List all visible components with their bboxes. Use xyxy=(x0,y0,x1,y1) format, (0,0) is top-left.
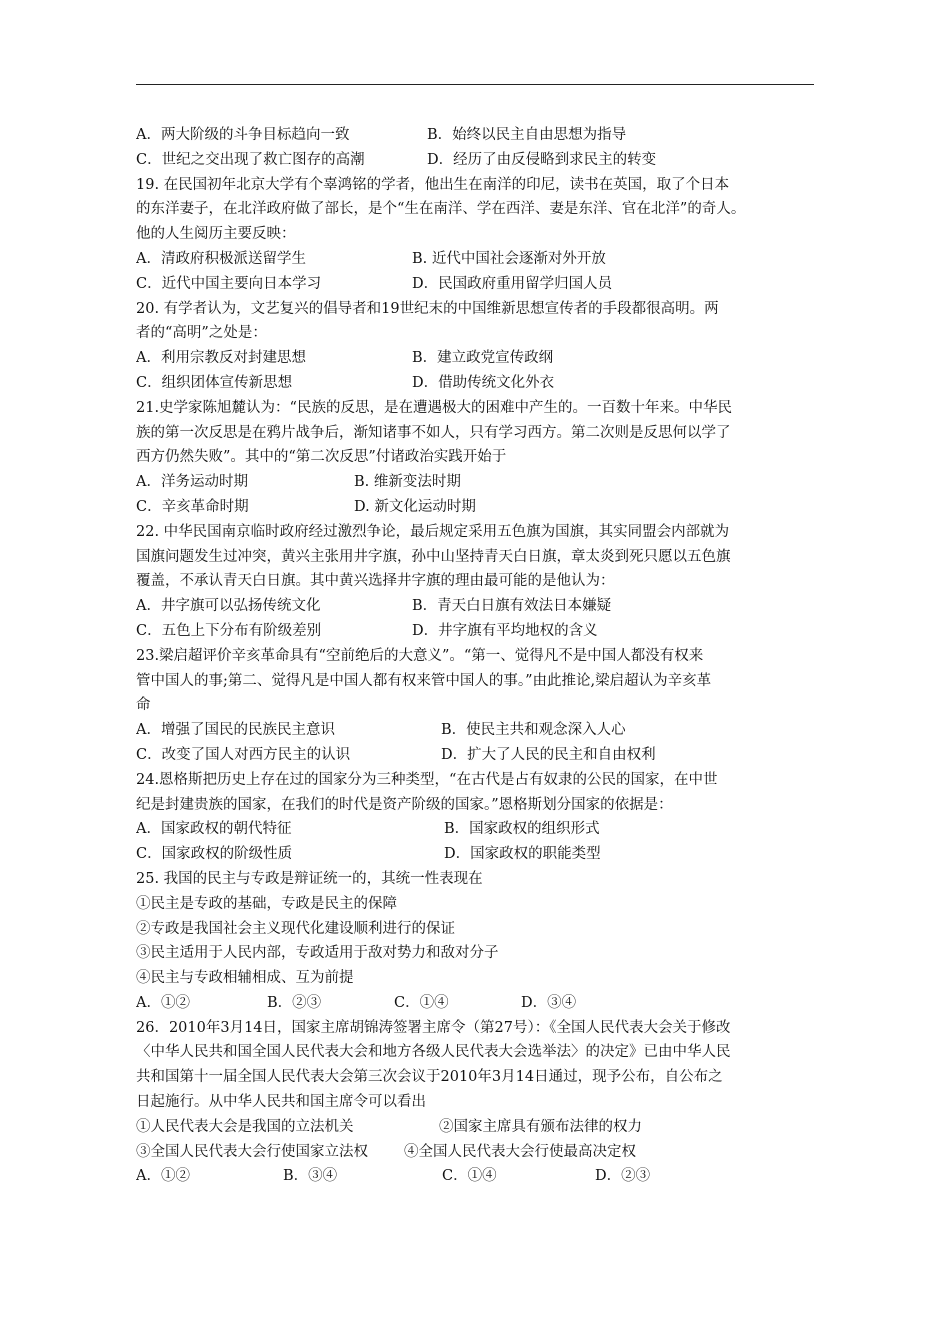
option-row xyxy=(136,1164,816,1189)
text-line: 23.梁启超评价辛亥革命具有“空前绝后的大意义”。“第一、觉得凡不是中国人都没有权来 xyxy=(136,647,704,664)
option-row xyxy=(136,1115,816,1140)
option-item: A．增强了国民的民族民主意识 xyxy=(136,722,335,739)
option-item: D．借助传统文化外衣 xyxy=(412,374,555,391)
option-item: D．③④ xyxy=(521,994,577,1011)
option-item: B. 维新变法时期 xyxy=(354,474,461,491)
option-item: A．利用宗教反对封建思想 xyxy=(136,350,306,367)
option-item: B. 近代中国社会逐渐对外开放 xyxy=(412,250,606,267)
exam-content xyxy=(136,123,816,1189)
option-item: ②国家主席具有颁布法律的权力 xyxy=(439,1118,642,1135)
option-row xyxy=(136,619,816,644)
text-line: 命 xyxy=(136,697,151,714)
option-item: A．清政府积极派送留学生 xyxy=(136,250,306,267)
option-row xyxy=(136,842,816,867)
text-line: 24.恩格斯把历史上存在过的国家分为三种类型，“在古代是占有奴隶的公民的国家，在中世 xyxy=(136,771,718,788)
option-row xyxy=(136,743,816,768)
option-item: D．国家政权的职能类型 xyxy=(444,846,601,863)
option-item: A．洋务运动时期 xyxy=(136,474,248,491)
option-item: A．两大阶级的斗争目标趋向一致 xyxy=(136,127,350,143)
option-item: D．井字旗有平均地权的含义 xyxy=(412,622,598,639)
option-item: B．②③ xyxy=(267,994,322,1011)
option-row xyxy=(136,247,816,272)
option-item: A．国家政权的朝代特征 xyxy=(136,821,292,838)
option-item: A．①② xyxy=(136,1168,190,1185)
option-row xyxy=(136,346,816,371)
option-item: D. 新文化运动时期 xyxy=(354,498,476,515)
text-line: 日起施行。从中华人民共和国主席令可以看出 xyxy=(136,1094,426,1111)
option-item: D．经历了由反侵略到求民主的转变 xyxy=(427,151,657,168)
option-row xyxy=(136,148,816,173)
option-row xyxy=(136,817,816,842)
option-item: ④全国人民代表大会行使最高决定权 xyxy=(404,1143,636,1160)
option-item: C．近代中国主要向日本学习 xyxy=(136,275,322,292)
option-item: C．改变了国人对西方民主的认识 xyxy=(136,746,351,763)
option-row xyxy=(136,272,816,297)
option-item: ③全国人民代表大会行使国家立法权 xyxy=(136,1143,368,1160)
option-item: B．国家政权的组织形式 xyxy=(444,821,600,838)
text-line: 22. 中华民国南京临时政府经过激烈争论，最后规定采用五色旗为国旗，其实同盟会内部就为 xyxy=(136,523,730,540)
text-line: 的东洋妻子，在北洋政府做了部长，是个“生在南洋、学在西洋、妻是东洋、官在北洋”的奇人。 xyxy=(136,201,746,218)
text-line: 〈中华人民共和国全国人民代表大会和地方各级人民代表大会选举法〉的决定》已由中华人民 xyxy=(136,1044,731,1061)
header-rule xyxy=(136,84,814,85)
option-row xyxy=(136,991,816,1016)
text-line: 19. 在民国初年北京大学有个辜鸿铭的学者，他出生在南洋的印尼，读书在英国，取了个日本 xyxy=(136,176,730,193)
option-item: C．国家政权的阶级性质 xyxy=(136,846,293,863)
text-line: 共和国第十一届全国人民代表大会第三次会议于2010年3月14日通过，现予公布，自公布之 xyxy=(136,1069,723,1086)
option-item: D．扩大了人民的民主和自由权利 xyxy=(441,746,656,763)
text-line: 25. 我国的民主与专政是辩证统一的，其统一性表现在 xyxy=(136,870,483,887)
option-item: D．②③ xyxy=(595,1168,651,1185)
text-line: 者的“高明”之处是： xyxy=(136,325,267,342)
option-row xyxy=(136,718,816,743)
option-row xyxy=(136,371,816,396)
option-row xyxy=(136,495,816,520)
text-line: 纪是封建贵族的国家，在我们的时代是资产阶级的国家。”恩格斯划分国家的依据是： xyxy=(136,796,673,813)
option-item: D．民国政府重用留学归国人员 xyxy=(412,275,613,292)
option-item: C．辛亥革命时期 xyxy=(136,498,249,515)
text-line: ②专政是我国社会主义现代化建设顺利进行的保证 xyxy=(136,920,455,937)
text-line: ③民主适用于人民内部，专政适用于敌对势力和敌对分子 xyxy=(136,945,499,962)
text-line: 他的人生阅历主要反映： xyxy=(136,226,296,243)
text-line: 国旗问题发生过冲突，黄兴主张用井字旗，孙中山坚持青天白日旗，章太炎到死只愿以五色旗 xyxy=(136,548,731,565)
option-item: C．①④ xyxy=(442,1168,497,1185)
option-item: ①人民代表大会是我国的立法机关 xyxy=(136,1118,354,1135)
text-line: 族的第一次反思是在鸦片战争后，渐知诸事不如人，只有学习西方。第二次则是反思何以学了 xyxy=(136,424,731,441)
option-item: B．使民主共和观念深入人心 xyxy=(441,722,626,739)
option-item: B．青天白日旗有效法日本嫌疑 xyxy=(412,598,612,615)
text-line: 西方仍然失败”。其中的“第二次反思”付诸政治实践开始于 xyxy=(136,449,507,466)
option-item: C．五色上下分布有阶级差别 xyxy=(136,622,322,639)
option-item: C．世纪之交出现了救亡图存的高潮 xyxy=(136,151,365,168)
text-line: 21.史学家陈旭麓认为：“民族的反思，是在遭遇极大的困难中产生的。一百数十年来。中华民 xyxy=(136,399,732,416)
option-item: C．①④ xyxy=(394,994,449,1011)
option-item: C．组织团体宣传新思想 xyxy=(136,374,293,391)
text-line: 覆盖，不承认青天白日旗。其中黄兴选择井字旗的理由最可能的是他认为： xyxy=(136,573,615,590)
option-row xyxy=(136,470,816,495)
option-item: B．始终以民主自由思想为指导 xyxy=(427,127,627,143)
text-line: ④民主与专政相辅相成、互为前提 xyxy=(136,970,354,987)
text-line: 26．2010年3月14日，国家主席胡锦涛签署主席令（第27号）：《全国人民代表大会关于修改 xyxy=(136,1019,731,1036)
option-item: A．井字旗可以弘扬传统文化 xyxy=(136,598,321,615)
option-row xyxy=(136,123,816,148)
text-line: 管中国人的事;第二、觉得凡是中国人都有权来管中国人的事。”由此推论,梁启超认为辛亥革 xyxy=(136,672,712,689)
option-item: B．建立政党宣传政纲 xyxy=(412,350,554,367)
text-line: 20. 有学者认为，文艺复兴的倡导者和19世纪末的中国维新思想宣传者的手段都很高明。两 xyxy=(136,300,719,317)
option-item: B．③④ xyxy=(283,1168,338,1185)
option-row xyxy=(136,1140,816,1165)
text-line: ①民主是专政的基础，专政是民主的保障 xyxy=(136,895,397,912)
option-item: A．①② xyxy=(136,994,190,1011)
option-row xyxy=(136,594,816,619)
